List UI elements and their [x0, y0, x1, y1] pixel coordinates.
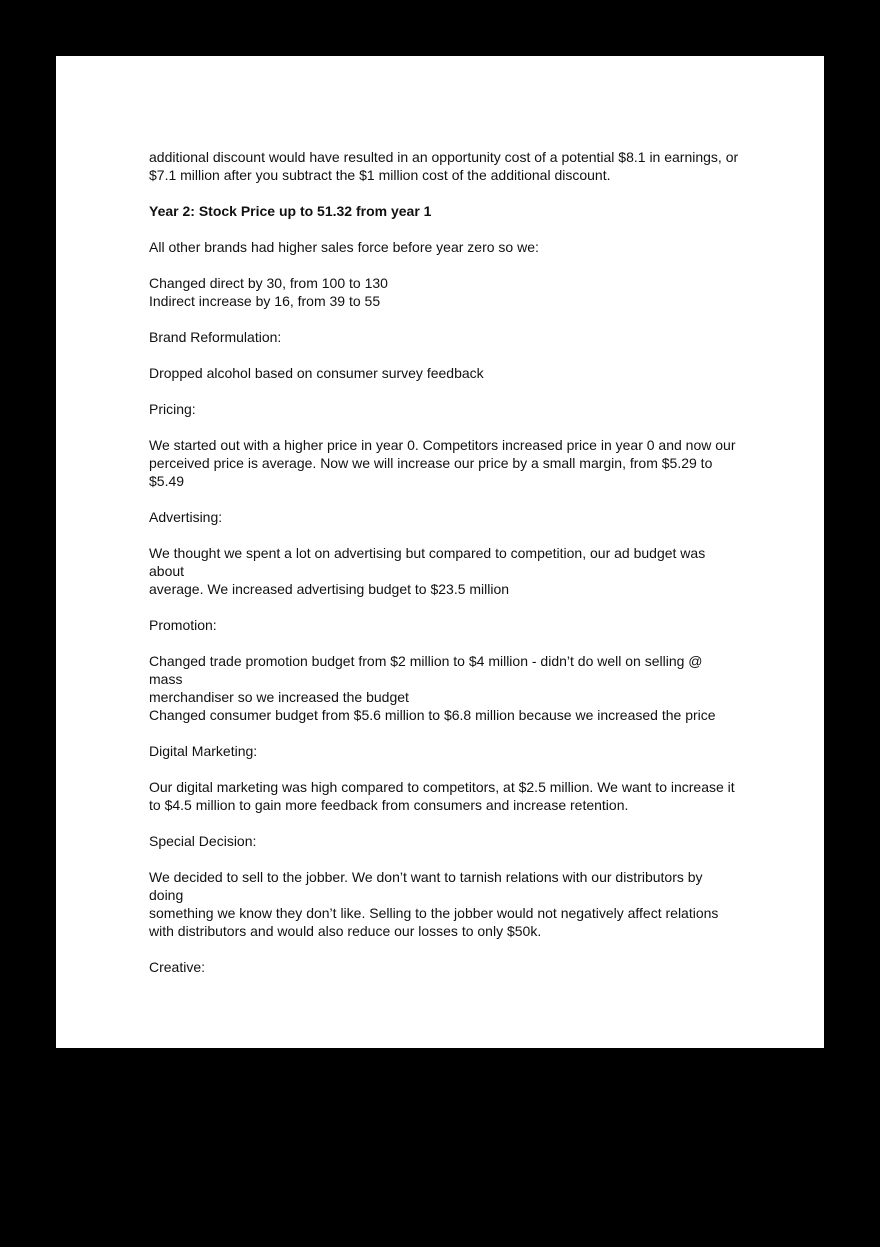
pricing-body	[149, 436, 739, 490]
special-decision-body	[149, 868, 739, 940]
digital-marketing-body	[149, 778, 739, 814]
sales-force-changes	[149, 274, 739, 310]
body-line: We thought we spent a lot on advertising but compared to competition, our ad budget was about	[149, 545, 706, 579]
pricing-label: Pricing:	[149, 401, 196, 417]
body-line: Changed consumer budget from $5.6 million to $6.8 million because we increased the price	[149, 707, 716, 723]
body-line: $5.49	[149, 473, 185, 489]
body-line: Changed trade promotion budget from $2 million to $4 million - didn’t do well on selling @ mass	[149, 653, 703, 687]
sales-force-direct: Changed direct by 30, from 100 to 130	[149, 275, 388, 291]
digital-marketing-label: Digital Marketing:	[149, 743, 258, 759]
document-content	[149, 148, 739, 976]
promotion-label: Promotion:	[149, 617, 217, 633]
sales-force-indirect: Indirect increase by 16, from 39 to 55	[149, 293, 381, 309]
body-line: something we know they don’t like. Selling to the jobber would not negatively affect relations	[149, 905, 719, 921]
body-line: average. We increased advertising budget to $23.5 million	[149, 581, 510, 597]
advertising-body	[149, 544, 739, 598]
advertising-label: Advertising:	[149, 509, 223, 525]
body-line: merchandiser so we increased the budget	[149, 689, 409, 705]
sales-force-intro: All other brands had higher sales force before year zero so we:	[149, 239, 539, 255]
body-line: We decided to sell to the jobber. We don’t want to tarnish relations with our distributors by doing	[149, 869, 703, 903]
body-line: perceived price is average. Now we will increase our price by a small margin, from $5.29 to	[149, 455, 713, 471]
document-page	[56, 56, 824, 1048]
body-line: Dropped alcohol based on consumer survey feedback	[149, 365, 484, 381]
brand-reformulation-body	[149, 364, 739, 382]
creative-label: Creative:	[149, 959, 206, 975]
special-decision-label: Special Decision:	[149, 833, 257, 849]
brand-reformulation-label: Brand Reformulation:	[149, 329, 282, 345]
intro-line: additional discount would have resulted in an opportunity cost of a potential $8.1 in earnings, or	[149, 149, 739, 165]
body-line: Our digital marketing was high compared to competitors, at $2.5 million. We want to increase it	[149, 779, 735, 795]
intro-line: $7.1 million after you subtract the $1 million cost of the additional discount.	[149, 167, 611, 183]
intro-paragraph	[149, 148, 739, 184]
body-line: We started out with a higher price in year 0. Competitors increased price in year 0 and now our	[149, 437, 736, 453]
body-line: with distributors and would also reduce our losses to only $50k.	[149, 923, 542, 939]
promotion-body	[149, 652, 739, 724]
year-heading: Year 2: Stock Price up to 51.32 from year 1	[149, 203, 432, 219]
body-line: to $4.5 million to gain more feedback from consumers and increase retention.	[149, 797, 629, 813]
